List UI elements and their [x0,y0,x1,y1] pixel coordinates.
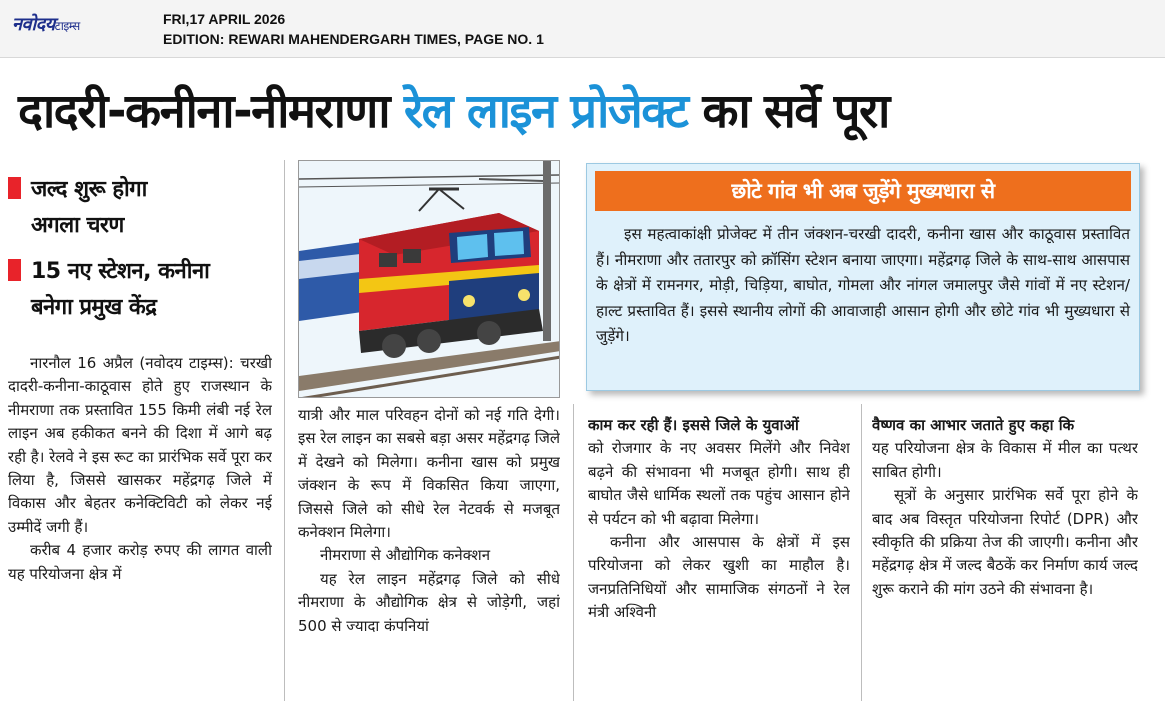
column2-paragraph-2: यह रेल लाइन महेंद्रगढ़ जिले को सीधे नीमराणा के औद्योगिक क्षेत्र से जोड़ेगी, जहां 500 से ज्यादा कंपनियां [298,569,560,635]
column4-paragraph-2: सूत्रों के अनुसार प्रारंभिक सर्वे पूरा होने के बाद अब विस्तृत परियोजना रिपोर्ट (DPR) और स्वीकृति की प्रक्रिया तेज की जाएगी। कनीना और महेंद्रगढ़ क्षेत्र में जल्द बैठकें कर निर्माण कार्य जल्द शुरू कराने की मांग उठने की संभावना है। [872,486,1138,598]
highlight-1-line2: अगला चरण [31,213,124,238]
newspaper-logo[interactable] [12,12,80,36]
column4-paragraph-1: यह परियोजना क्षेत्र के विकास में मील का पत्थर साबित होगी। [872,439,1138,481]
headline-part1: दादरी-कनीना-नीमराणा [18,84,404,139]
highlight-2-line1: 15 नए स्टेशन, कनीना [31,259,210,284]
infobox-title: छोटे गांव भी अब जुड़ेंगे मुख्यधारा से [595,171,1131,211]
infobox-paragraph: इस महत्वाकांक्षी प्रोजेक्ट में तीन जंक्शन-चरखी दादरी, कनीना खास और काठूवास प्रस्तावित हैं। नीमराणा और ततारपुर को क्रॉसिंग स्टेशन बनाया जाएगा। महेंद्रगढ़ जिले के साथ-साथ आसपास के क्षेत्रों में रामनगर, मोड़ी, चिड़िया, बाघोत, गोमला और नांगल जमालपुर जैसे गांवों में नए स्टेशन/हाल्ट प्रस्तावित हैं। इससे स्थानीय लोगों की आवाजाही आसान होगी और छोटे गांव भी मुख्यधारा से जुड़ेंगे। [596,225,1130,345]
article-column-4 [872,414,1138,701]
electric-locomotive-icon [299,161,560,398]
edition-info [163,9,544,49]
highlight-1-line1: जल्द शुरू होगा [31,177,147,202]
locomotive-photo[interactable] [298,160,560,398]
column2-subheading: नीमराणा से औद्योगिक कनेक्शन [320,546,491,565]
column1-paragraph-2: करीब 4 हजार करोड़ रुपए की लागत वाली यह परियोजना क्षेत्र में [8,541,272,583]
article-column-1 [8,352,272,701]
brand-main-text: नवोदय [12,14,55,35]
edition-line: EDITION: REWARI MAHENDERGARH TIMES, PAGE NO. 1 [163,31,544,47]
red-bullet-icon [8,259,21,281]
article-headline [18,76,1158,148]
highlight-2 [8,254,278,326]
article-column-3 [588,414,850,701]
headline-part2: रेल लाइन प्रोजेक्ट [403,84,688,139]
column4-lead: वैष्णव का आभार जताते हुए कहा कि [872,416,1075,434]
column3-lead: काम कर रही हैं। इससे जिले के युवाओं [588,416,799,434]
column1-paragraph-1: नारनौल 16 अप्रैल (नवोदय टाइम्स): चरखी दादरी-कनीना-काठूवास होते हुए राजस्थान के नीमराणा तक प्रस्तावित 155 किमी लंबी नई रेल लाइन अब हकीकत बनने की दिशा में आगे बढ़ रही है। रेलवे ने इस रूट का प्रारंभिक सर्वे पूरा कर लिया है, जिससे खासकर महेंद्रगढ़ जिले में विकास और बेहतर कनेक्टिविटी को लेकर नई उम्मीदें जगी हैं। [8,354,272,536]
highlight-1 [8,172,278,244]
column-divider [284,160,285,701]
headline-part3: का सर्वे पूरा [687,84,889,139]
column3-paragraph-1: को रोजगार के नए अवसर मिलेंगे और निवेश बढ़ने की संभावना भी मजबूत होगी। साथ ही बाघोत जैसे धार्मिक स्थलों तक पहुंच आसान होने से पर्यटन को भी बढ़ावा मिलेगा। [588,439,850,528]
date-line: FRI,17 APRIL 2026 [163,11,286,27]
column3-paragraph-2: कनीना और आसपास के क्षेत्रों में इस परियोजना को लेकर खुशी का माहौल है। जनप्रतिनिधियों और सामाजिक संगठनों ने रेल मंत्री अश्विनी [588,533,850,622]
column2-paragraph-1: यात्री और माल परिवहन दोनों को नई गति देगी। इस रेल लाइन का सबसे बड़ा असर महेंद्रगढ़ जिले में देखने को मिलेगा। कनीना खास को प्रमुख जंक्शन के रूप में विकसित किया जाएगा, जिससे जिले को सीधे रेल नेटवर्क से मजबूत कनेक्शन मिलेगा। [298,406,560,542]
red-bullet-icon [8,177,21,199]
column-divider [573,404,574,701]
highlight-2-line2: बनेगा प्रमुख केंद्र [31,295,157,320]
infobox-body [596,222,1130,350]
column-divider [861,404,862,701]
brand-sub-text: टाइम्स [54,19,80,33]
article-column-2 [298,404,560,701]
masthead-bar [0,0,1165,58]
